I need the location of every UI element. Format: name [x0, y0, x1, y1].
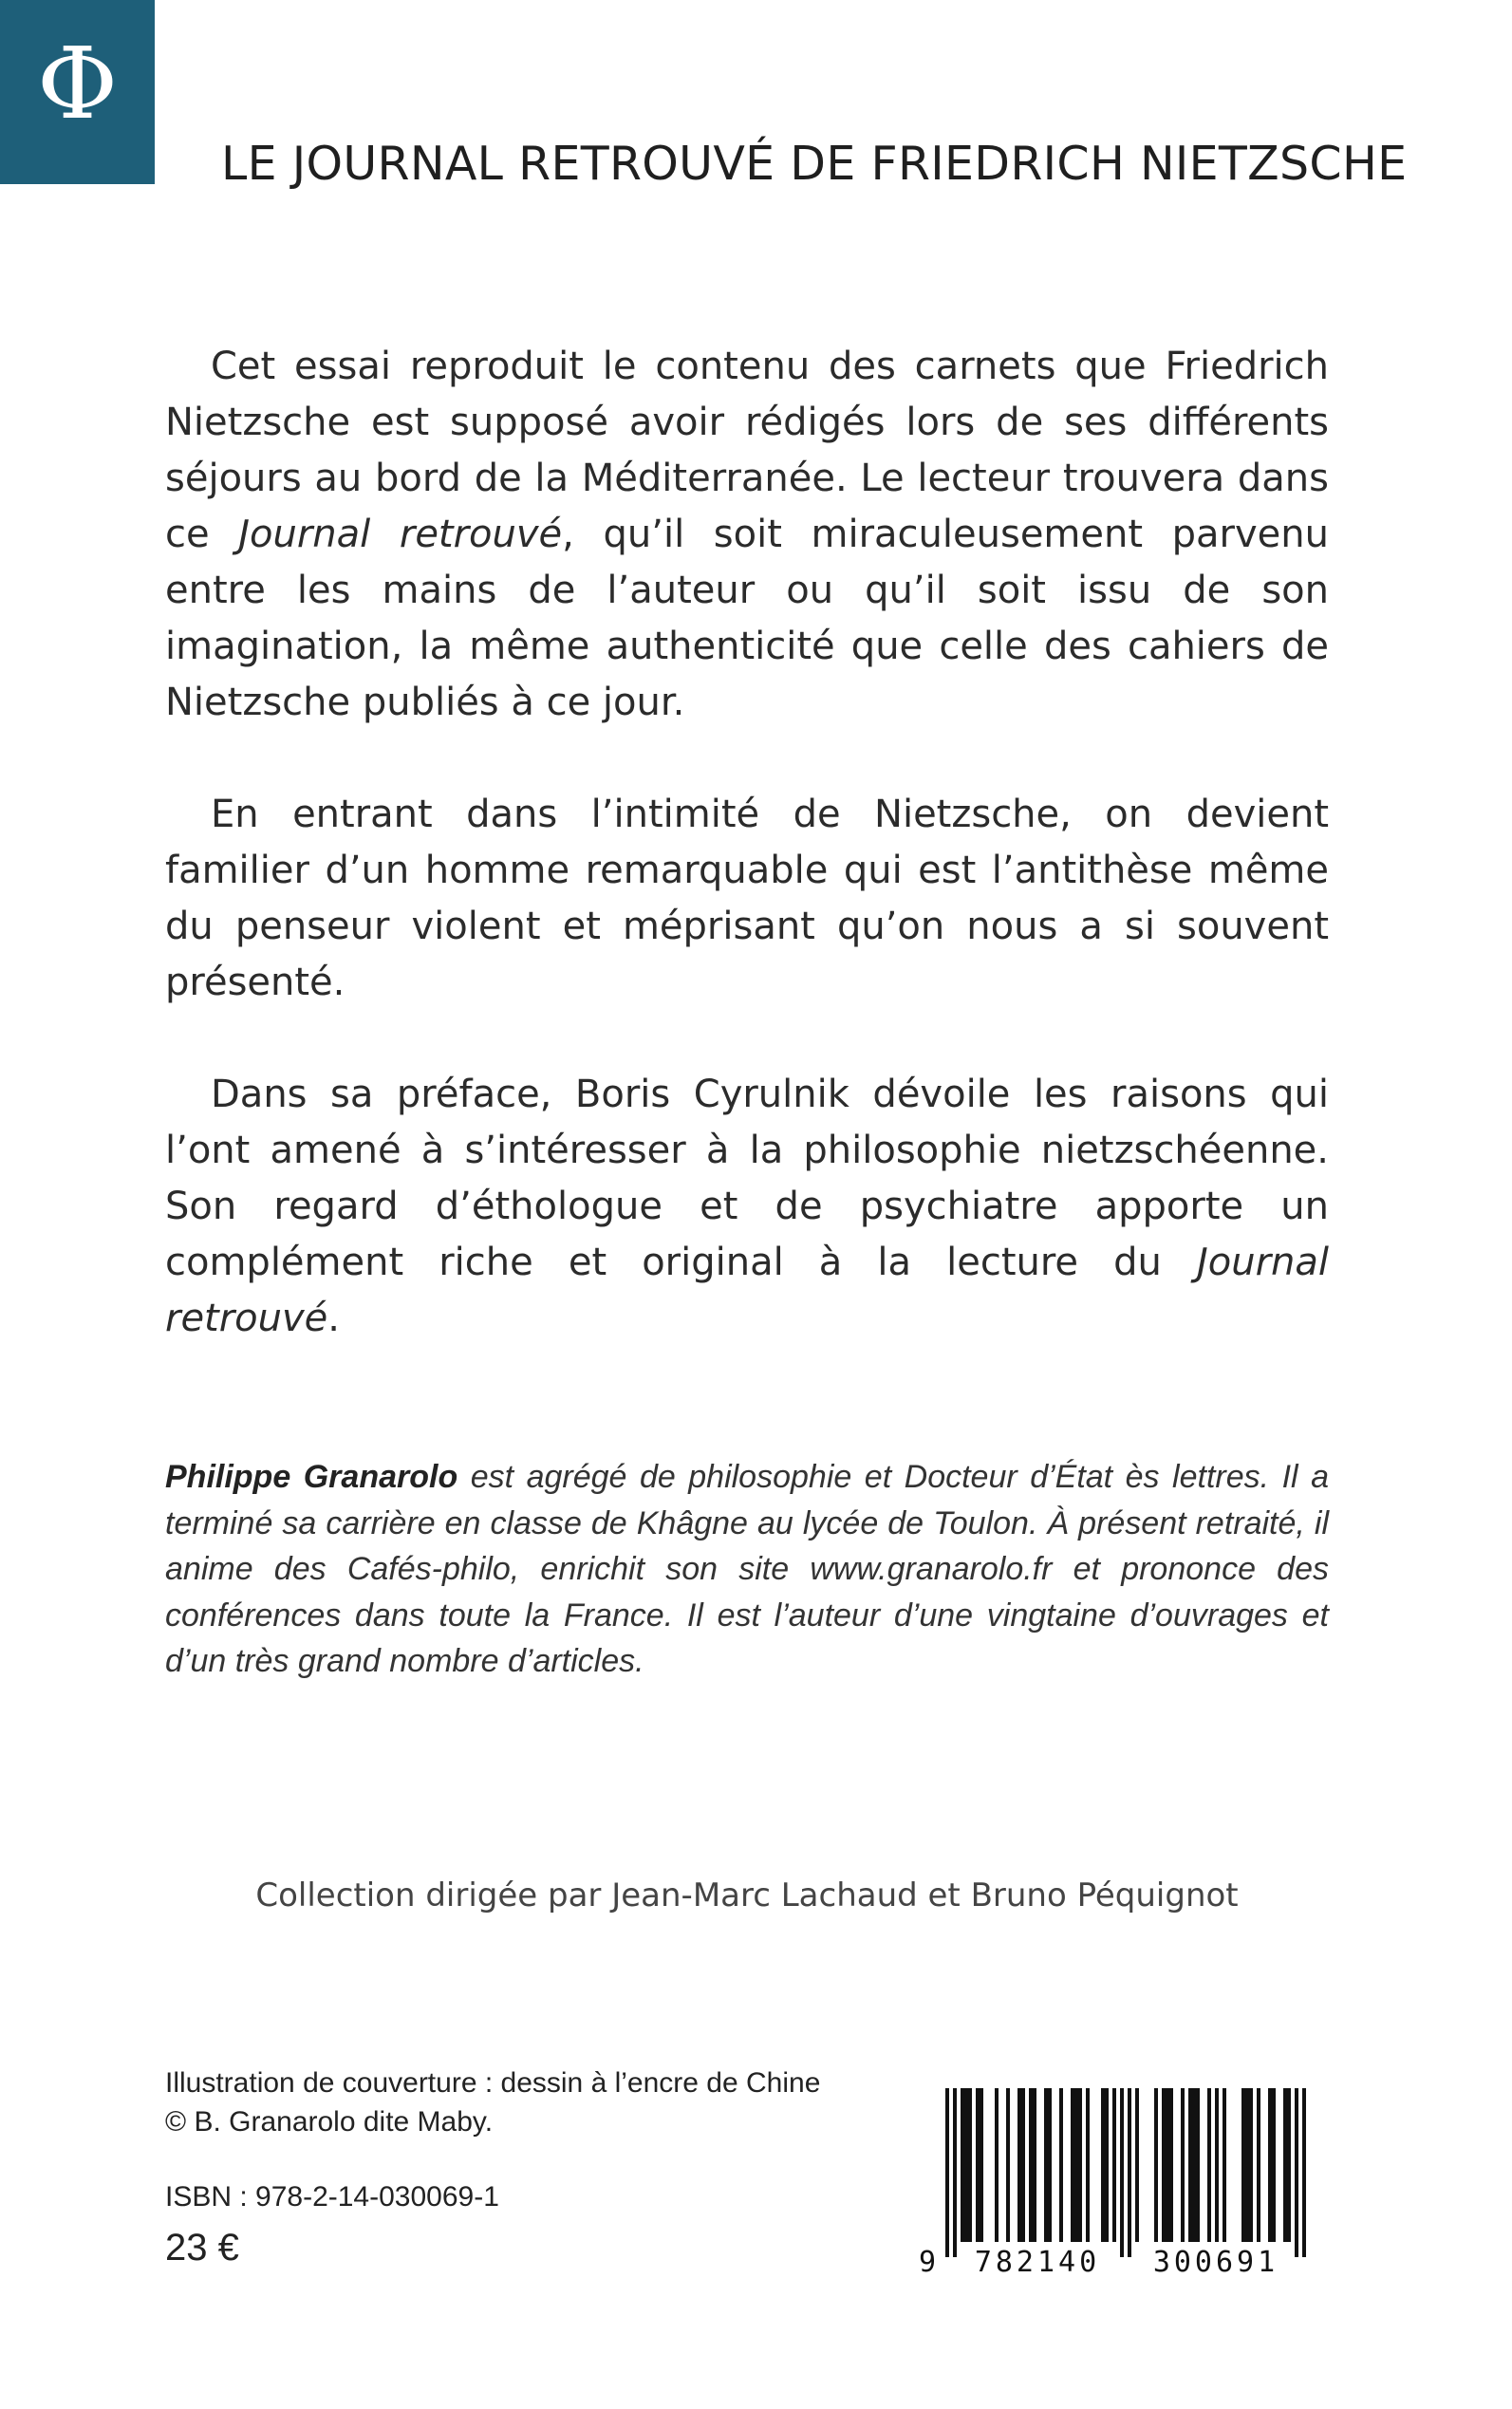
barcode-bar	[1029, 2088, 1033, 2242]
barcode-bar	[1283, 2088, 1287, 2242]
barcode-bar	[1120, 2088, 1124, 2257]
barcode-bar	[1249, 2088, 1253, 2242]
barcode-bar	[1071, 2088, 1074, 2242]
publisher-logo	[0, 0, 155, 184]
blurb-text: .	[327, 1297, 341, 1340]
blurb-paragraph-2: En entrant dans l’intimité de Nietzsche, on devient familier d’un homme remarquable qui est l’antithèse même du penseur violent et méprisant qu’on nous a si souvent présenté.	[165, 793, 1329, 1004]
barcode-left-digits: 782140	[974, 2246, 1101, 2278]
isbn: ISBN : 978-2-14-030069-1	[165, 2181, 499, 2213]
blurb-text: Cet essai reproduit le contenu des carnets que Friedrich Nietzsche est supposé avoir rédigés lors de ses différents séjours au bord de la Méditerranée. Le lecteur trouvera dans ce	[165, 345, 1329, 556]
barcode-bar	[1268, 2088, 1272, 2242]
barcode-bar	[1033, 2088, 1036, 2242]
barcode-bar	[961, 2088, 964, 2242]
barcode-bar	[1272, 2088, 1276, 2242]
barcode-bar	[1162, 2088, 1166, 2242]
barcode-bar	[1048, 2088, 1052, 2242]
barcode-bar	[968, 2088, 972, 2242]
author-name: Philippe Granarolo	[165, 1459, 458, 1495]
price: 23 €	[165, 2227, 239, 2269]
barcode-bar	[1044, 2088, 1048, 2242]
blurb-paragraph-3	[165, 1067, 1329, 1347]
barcode-bar	[1105, 2088, 1109, 2242]
barcode-bar	[1245, 2088, 1249, 2242]
blurb-text: Dans sa préface, Boris Cyrulnik dévoile les raisons qui l’ont amené à s’intéresser à la philosophie nietzschéenne. Son regard d’éthologue et de psychiatre apporte un complément riche et original à la lecture du	[165, 1073, 1329, 1284]
barcode-bar	[945, 2088, 949, 2257]
barcode-bar	[1021, 2088, 1025, 2242]
barcode-bar	[1166, 2088, 1169, 2242]
barcode-bar	[1086, 2088, 1090, 2242]
barcode-bar	[1101, 2088, 1105, 2242]
back-cover-blurb	[165, 339, 1329, 1347]
author-bio	[165, 1454, 1329, 1685]
barcode-bar	[995, 2088, 999, 2242]
barcode-bar	[1241, 2088, 1245, 2242]
barcode-bar	[964, 2088, 968, 2242]
barcode-right-digits: 300691	[1152, 2246, 1279, 2278]
isbn-barcode	[911, 2088, 1329, 2278]
barcode-bar	[1078, 2088, 1082, 2242]
barcode-bar	[1223, 2088, 1226, 2242]
blurb-title-italic: Journal retrouvé	[238, 513, 563, 556]
barcode-bar	[1207, 2088, 1211, 2242]
barcode-bar	[1215, 2088, 1219, 2242]
illustration-credit	[165, 2064, 924, 2141]
barcode-bar	[1287, 2088, 1291, 2242]
barcode-bar	[1188, 2088, 1192, 2242]
blurb-title-italic: Journal retrouvé	[165, 1241, 1329, 1340]
barcode-bar	[1128, 2088, 1131, 2257]
author-bio-text: est agrégé de philosophie et Docteur d’État ès lettres. Il a terminé sa carrière en classe de Khâgne au lycée de Toulon. À présent retraité, il anime des Cafés-philo, enrichit son site www.granarolo.fr et prononce des conférences dans toute la France. Il est l’auteur d’une vingtaine d’ouvrages et d’un très grand nombre d’articles.	[165, 1459, 1329, 1679]
barcode-bar	[1302, 2088, 1306, 2257]
barcode-bar	[1169, 2088, 1173, 2242]
barcode-bar	[1154, 2088, 1158, 2242]
barcode-bar	[1112, 2088, 1116, 2242]
barcode-bar	[1059, 2088, 1063, 2242]
illustration-credit-line-1: Illustration de couverture : dessin à l’encre de Chine	[165, 2067, 821, 2099]
barcode-bar	[1192, 2088, 1196, 2242]
barcode-bar	[1017, 2088, 1021, 2242]
barcode-bar	[980, 2088, 983, 2242]
barcode-bar	[1257, 2088, 1260, 2242]
book-title: LE JOURNAL RETROUVÉ DE FRIEDRICH NIETZSCHE	[221, 137, 1408, 191]
illustration-credit-line-2: © B. Granarolo dite Maby.	[165, 2106, 494, 2138]
barcode-bar	[953, 2088, 957, 2257]
barcode-bar	[1181, 2088, 1185, 2242]
barcode-bar	[1135, 2088, 1139, 2242]
barcode-bar	[1295, 2088, 1298, 2257]
barcode-first-digit: 9	[919, 2246, 937, 2278]
blurb-text: , qu’il soit miraculeusement parvenu entre les mains de l’auteur ou qu’il soit issu de son imagination, la même authenticité que celle des cahiers de Nietzsche publiés à ce jour.	[165, 513, 1329, 724]
phi-logo-icon: Φ	[36, 26, 119, 141]
blurb-paragraph-1	[165, 339, 1329, 731]
collection-credit: Collection dirigée par Jean-Marc Lachaud et Bruno Péquignot	[255, 1877, 1239, 1914]
barcode-bar	[976, 2088, 980, 2242]
barcode-bar	[1006, 2088, 1010, 2242]
barcode-bar	[1074, 2088, 1078, 2242]
barcode-bar	[1196, 2088, 1200, 2242]
